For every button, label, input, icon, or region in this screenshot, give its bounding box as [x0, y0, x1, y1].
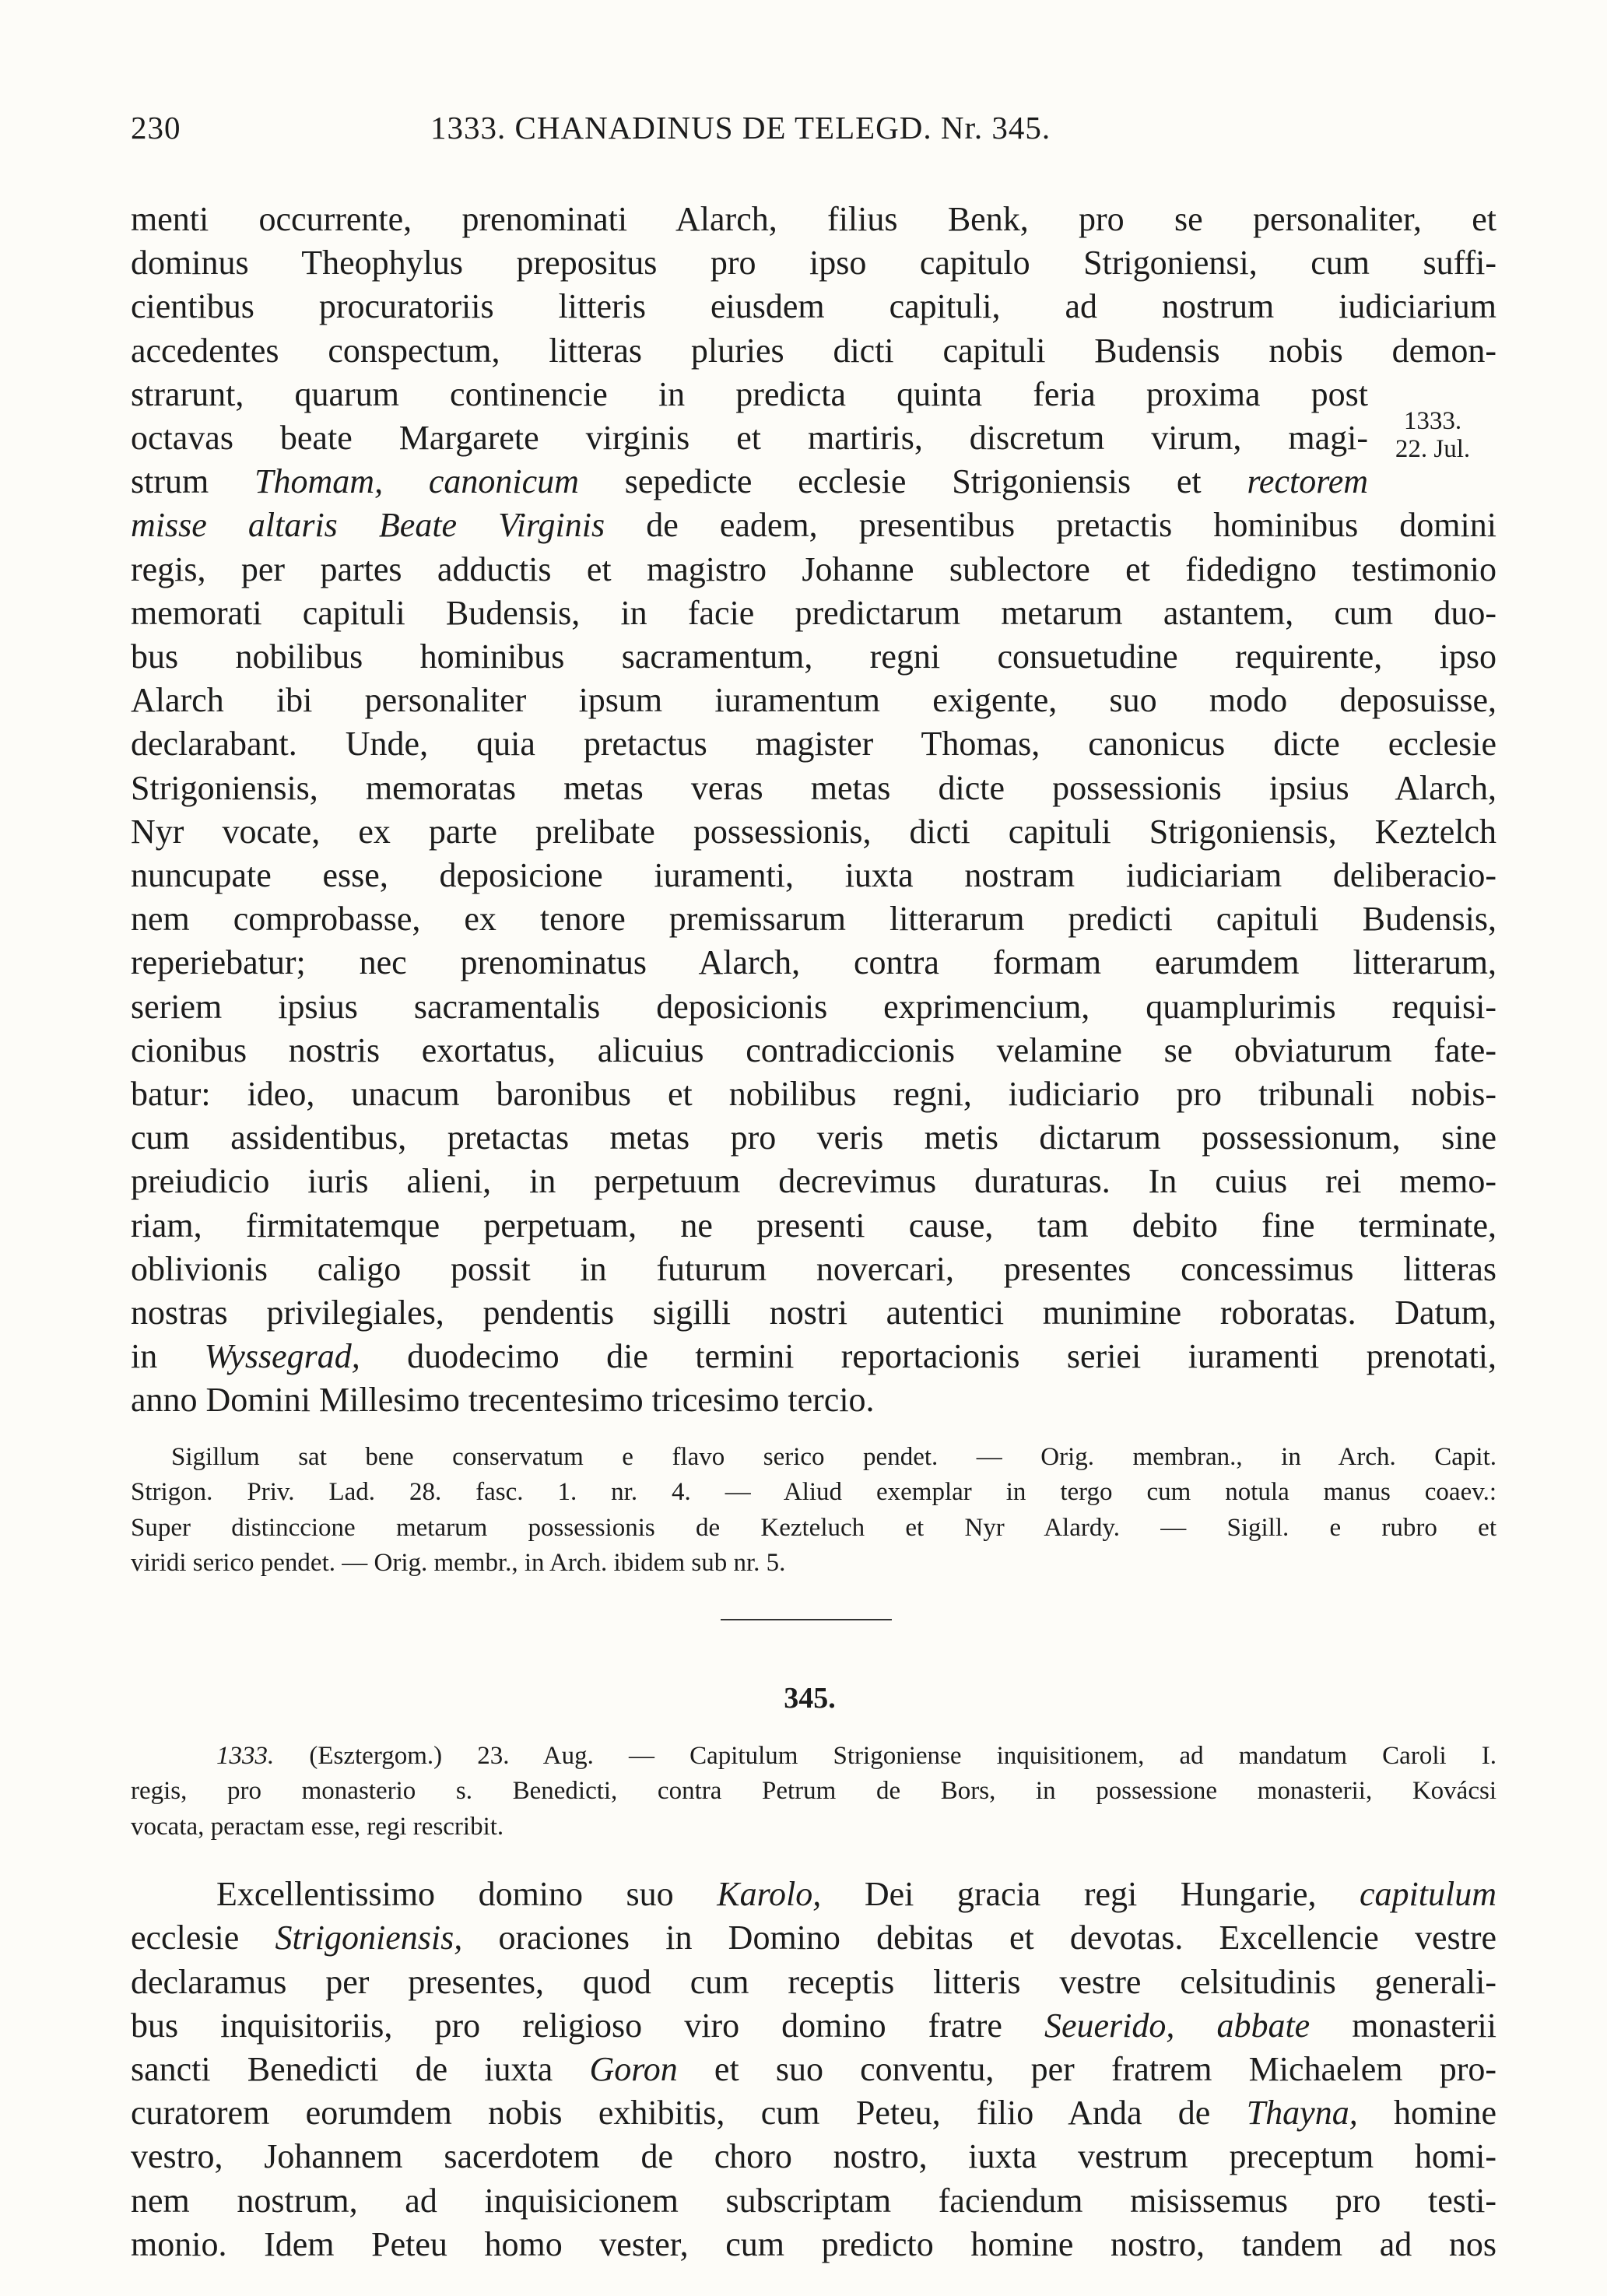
letter-text [131, 1873, 1496, 2266]
text-line: cientibus procuratoriis litteris eiusdem capituli, ad nostrum iudiciarium [131, 287, 1496, 326]
person-name: Thomam, canonicum [254, 462, 579, 501]
text-line: menti occurrente, prenominati Alarch, filius Benk, pro se personaliter, et [131, 200, 1496, 238]
person-name: Seuerido, abbate [1044, 2006, 1311, 2045]
text-line: nuncupate esse, deposicione iuramenti, iuxta nostram iudiciariam deliberacio- [131, 856, 1496, 895]
text-line: cionibus nostris exortatus, alicuius contradiccionis velamine se obviaturum fate- [131, 1030, 1496, 1069]
regest-line: 1333. (Esztergom.) 23. Aug. — Capitulum Strigoniense inquisitionem, ad mandatum Caroli I. [216, 1741, 1497, 1770]
text-line: vestro, Johannem sacerdotem de choro nostro, iuxta vestrum preceptum homi- [131, 2137, 1496, 2176]
apparatus-line: Sigillum sat bene conservatum e flavo serico pendet. — Orig. membran., in Arch. Capit. [171, 1442, 1496, 1471]
place-name: Strigoniensis, [275, 1919, 463, 1957]
text-line: seriem ipsius sacramentalis deposicionis exprimencium, quamplurimis requisi- [131, 987, 1496, 1026]
text-line: bus nobilibus hominibus sacramentum, regni consuetudine requirente, ipso [131, 637, 1496, 676]
charter-text-continuation [131, 198, 1496, 1423]
text-line: memorati capituli Budensis, in facie predictarum metarum astantem, cum duo- [131, 593, 1496, 632]
critical-apparatus [131, 1440, 1496, 1582]
text-line: Excellentissimo domino suo Karolo, Dei gracia regi Hungarie, capitulum [216, 1875, 1497, 1914]
margin-date-year: 1333. [1403, 407, 1462, 435]
text-line: nem nostrum, ad inquisicionem subscriptam faciendum misissemus pro testi- [131, 2181, 1496, 2220]
place-name: Wyssegrad, [204, 1337, 360, 1376]
text-line: Strigoniensis, memoratas metas veras metas dicte possessionis ipsius Alarch, [131, 768, 1496, 807]
document-page [131, 109, 1496, 2266]
text-line: nostras privilegiales, pendentis sigilli nostri autentici munimine roboratas. Datum, [131, 1294, 1496, 1332]
text-line: sancti Benedicti de iuxta Goron et suo conventu, per fratrem Michaelem pro- [131, 2050, 1497, 2088]
apparatus-line: viridi serico pendet. — Orig. membr., in Arch. ibidem sub nr. 5. [131, 1549, 786, 1578]
regest-line: regis, pro monasterio s. Benedicti, contra Petrum de Bors, in possessione monasterii, Kovácsi [131, 1777, 1496, 1806]
text-line: in Wyssegrad, duodecimo die termini reportacionis seriei iuramenti prenotati, [131, 1337, 1497, 1376]
margin-date-note [1374, 407, 1491, 463]
text-line: ecclesie Strigoniensis, oraciones in Domino debitas et devotas. Excellencie vestre [131, 1919, 1497, 1957]
text-line: Alarch ibi personaliter ipsum iuramentum exigente, suo modo deposuisse, [131, 681, 1496, 720]
text-line: bus inquisitoriis, pro religioso viro domino fratre Seuerido, abbate monasterii [131, 2006, 1496, 2045]
text-line: misse altaris Beate Virginis de eadem, presentibus pretactis hominibus domini [131, 506, 1496, 545]
place-name: Thayna, [1246, 2094, 1358, 2133]
text-line: declarabant. Unde, quia pretactus magister Thomas, canonicus dicte ecclesie [131, 725, 1496, 764]
document-number: 345. [784, 1681, 836, 1715]
regest-summary [131, 1739, 1496, 1845]
text-line: monio. Idem Peteu homo vester, cum predicto homine nostro, tandem ad nos [131, 2224, 1496, 2263]
text-line: Nyr vocate, ex parte prelibate possessionis, dicti capituli Strigoniensis, Keztelch [131, 812, 1496, 851]
text-line: strum Thomam, canonicum sepedicte ecclesie Strigoniensis et rectorem [131, 462, 1369, 501]
apparatus-line: Super distinccione metarum possessionis de Kezteluch et Nyr Alardy. — Sigill. e rubro et [131, 1513, 1496, 1542]
running-title: 1333. CHANADINUS DE TELEGD. Nr. 345. [430, 110, 1051, 146]
text-line: reperiebatur; nec prenominatus Alarch, contra formam earumdem litterarum, [131, 943, 1496, 982]
text-line: cum assidentibus, pretactas metas pro veris metis dictarum possessionum, sine [131, 1118, 1496, 1157]
text-line: anno Domini Millesimo trecentesimo tricesimo tercio. [131, 1381, 875, 1420]
text-line: batur: ideo, unacum baronibus et nobilibus regni, iudiciario pro tribunali nobis- [131, 1075, 1496, 1114]
text-line: oblivionis caligo possit in futurum novercari, presentes concessimus litteras [131, 1249, 1496, 1288]
altar-name: misse altaris Beate Virginis [131, 506, 605, 545]
text-line: accedentes conspectum, litteras pluries dicti capituli Budensis nobis demon- [131, 331, 1496, 370]
text-line: nem comprobasse, ex tenore premissarum litterarum predicti capituli Budensis, [131, 900, 1496, 939]
text-line: riam, firmitatemque perpetuam, ne presenti cause, tam debito fine terminate, [131, 1206, 1496, 1245]
person-name: Karolo, [717, 1875, 822, 1914]
text-line: declaramus per presentes, quod cum receptis litteris vestre celsitudinis generali- [131, 1962, 1496, 2001]
text-line: strarunt, quarum continencie in predicta quinta feria proxima post [131, 374, 1368, 413]
office-title: rectorem [1247, 462, 1369, 501]
margin-date-day: 22. Jul. [1395, 435, 1471, 463]
text-line: dominus Theophylus prepositus pro ipso capitulo Strigoniensi, cum suffi- [131, 244, 1496, 283]
text-line: octavas beate Margarete virginis et martiris, discretum virum, magi- [131, 419, 1368, 458]
section-divider [721, 1619, 892, 1620]
place-name: Goron [589, 2050, 678, 2088]
running-head [131, 109, 1496, 156]
page-number: 230 [131, 110, 181, 146]
regest-line: vocata, peractam esse, regi rescribit. [131, 1812, 504, 1841]
institution-name: capitulum [1360, 1875, 1497, 1914]
regest-year: 1333. [216, 1741, 275, 1770]
apparatus-line: Strigon. Priv. Lad. 28. fasc. 1. nr. 4. — Aliud exemplar in tergo cum notula manus coaev.: [131, 1478, 1496, 1507]
text-line: regis, per partes adductis et magistro Johanne sublectore et fidedigno testimonio [131, 549, 1496, 588]
text-line: preiudicio iuris alieni, in perpetuum decrevimus duraturas. In cuius rei memo- [131, 1162, 1496, 1201]
text-line: curatorem eorumdem nobis exhibitis, cum Peteu, filio Anda de Thayna, homine [131, 2094, 1497, 2133]
